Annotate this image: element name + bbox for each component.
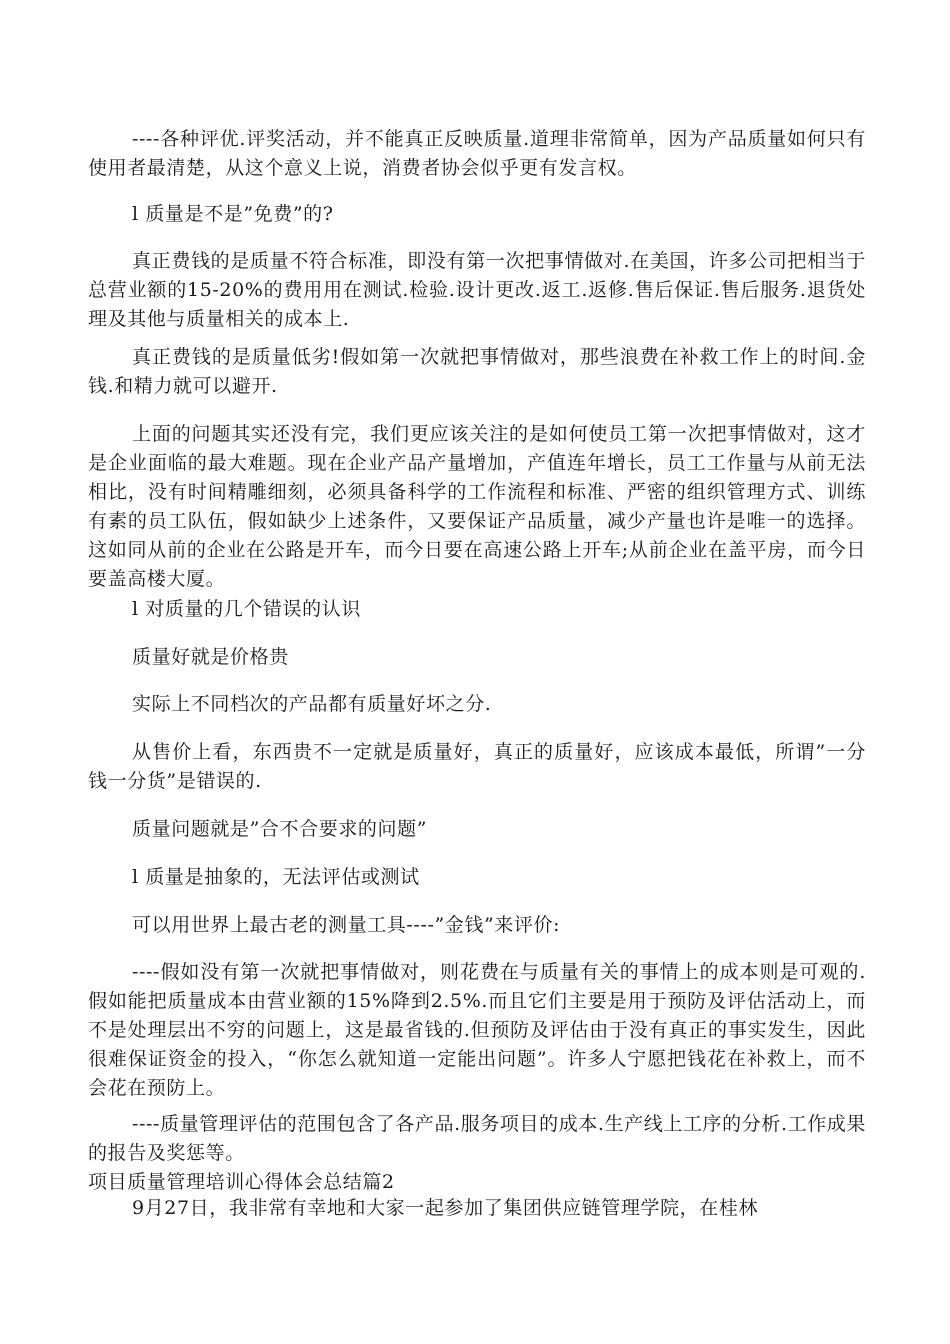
- paragraph-money-measure: 可以用世界上最古老的测量工具----”金钱”来评价:: [132, 914, 561, 936]
- paragraph-misconceptions-heading: l 对质量的几个错误的认识: [132, 598, 361, 620]
- paragraph-price-vs-quality: 从售价上看，东西贵不一定就是质量好，真正的质量好，应该成本最低，所谓”一分钱一分货”是错误的.: [88, 741, 866, 792]
- paragraph-quality-abstract: l 质量是抽象的，无法评估或测试: [132, 866, 420, 888]
- section-title-part-2: 项目质量管理培训心得体会总结篇2: [88, 1171, 395, 1193]
- paragraph-september-27: 9月27日，我非常有幸地和大家一起参加了集团供应链管理学院，在桂林: [132, 1197, 759, 1219]
- paragraph-quality-free-question: l 质量是不是”免费”的?: [132, 203, 334, 225]
- paragraph-do-it-right-first-time: 上面的问题其实还没有完，我们更应该关注的是如何使员工第一次把事情做对，这才是企业面临的最大难题。现在企业产品产量增加，产值连年增长，员工工作量与从前无法相比，没有时间精雕细刻，必须具备科学的工作流程和标准、严密的组织管理方式、训练有素的员工队伍，假如缺少上述条件，又要保证产品质量，减少产量也许是唯一的选择。这如同从前的企业在公路是开车，而今日要在高速公路上开车;从前企业在盖平房，而今日要盖高楼大厦。: [88, 423, 866, 590]
- paragraph-conformance-problem: 质量问题就是”合不合要求的问题”: [132, 818, 428, 840]
- paragraph-cost-of-nonconformance: 真正费钱的是质量不符合标准，即没有第一次把事情做对.在美国，许多公司把相当于总营业额的15-20%的费用用在测试.检验.设计更改.返工.返修.售后保证.售后服务.退货处理及其他与质量相关的成本上.: [88, 250, 866, 330]
- paragraph-evaluation-scope: ----质量管理评估的范围包含了各产品.服务项目的成本.生产线上工序的分析.工作成果的报告及奖惩等。: [88, 1113, 867, 1164]
- paragraph-quality-awards: ----各种评优.评奖活动，并不能真正反映质量.道理非常简单，因为产品质量如何只有使用者最清楚，从这个意义上说，消费者协会似乎更有发言权。: [88, 128, 866, 179]
- paragraph-quality-equals-price: 质量好就是价格贵: [132, 646, 289, 668]
- paragraph-grades-of-products: 实际上不同档次的产品都有质量好坏之分.: [132, 693, 492, 715]
- paragraph-prevention-cost: ----假如没有第一次就把事情做对，则花费在与质量有关的事情上的成本则是可观的.假如能把质量成本由营业额的15%降到2.5%.而且它们主要是用于预防及评估活动上，而不是处理层出不穷的问题上，这是最省钱的.但预防及评估由于没有真正的事实发生，因此很难保证资金的投入，“你怎么就知道一定能出问题”。许多人宁愿把钱花在补救上，而不会花在预防上。: [88, 961, 866, 1099]
- paragraph-poor-quality-cost: 真正费钱的是质量低劣!假如第一次就把事情做对，那些浪费在补救工作上的时间.金钱.和精力就可以避开.: [88, 346, 866, 397]
